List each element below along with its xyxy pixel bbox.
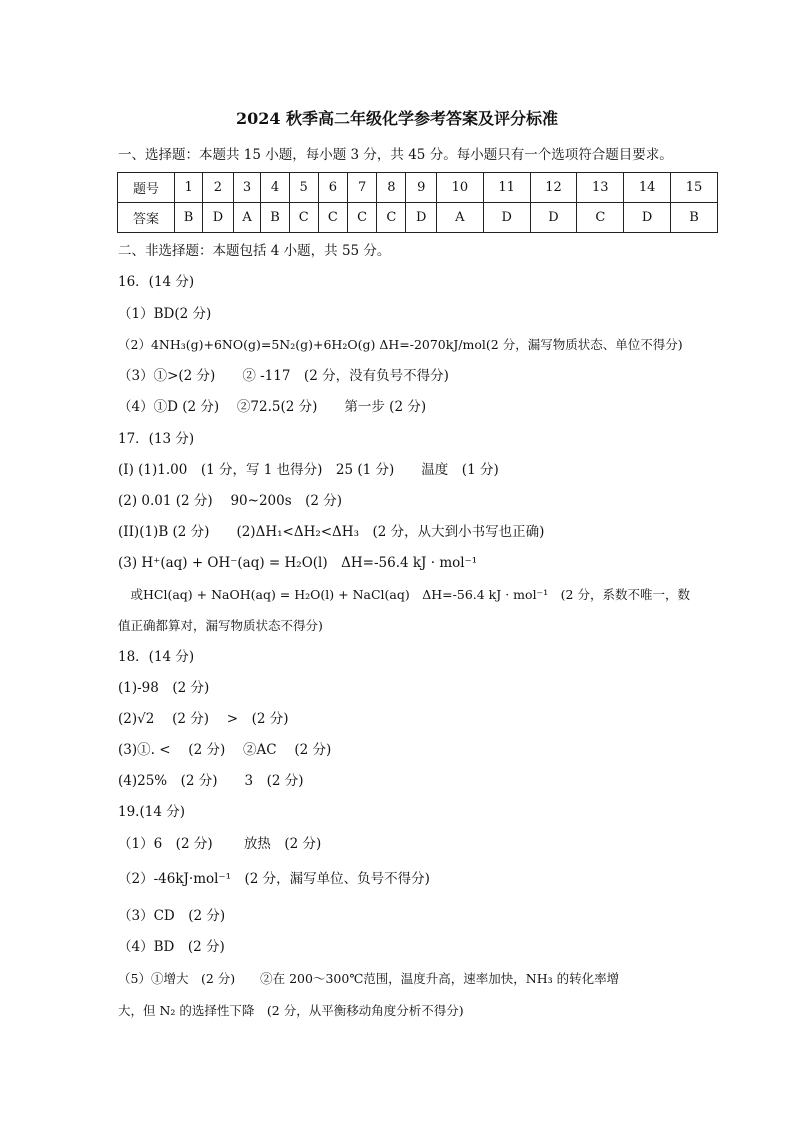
q17-part-4: (3) H⁺(aq) + OH⁻(aq) = H₂O(l) ΔH=-56.4 kJ · mol⁻¹ [118, 555, 478, 571]
table-cell: D [406, 203, 437, 233]
table-cell: 8 [377, 173, 406, 203]
q18-part-4: (4)25% (2 分) 3 (2 分) [118, 773, 304, 789]
row-label-answer: 答案 [118, 203, 175, 233]
row-label-number: 题号 [118, 173, 175, 203]
q19-part-5: （5）①增大 (2 分) ②在 200～300℃范围，温度升高，速率加快，NH₃ 的转化率增 [118, 971, 620, 986]
q17-heading: 17．(13 分) [118, 431, 195, 447]
q16-part-2: （2）4NH₃(g)+6NO(g)=5N₂(g)+6H₂O(g) ΔH=-2070kJ/mol(2 分，漏写物质状态、单位不得分) [118, 337, 683, 352]
q19-part-3: （3）CD (2 分) [118, 908, 226, 924]
q16-part-1: （1）BD(2 分) [118, 306, 212, 322]
table-cell: 1 [175, 173, 203, 203]
table-cell: 10 [436, 173, 483, 203]
table-cell: D [483, 203, 530, 233]
table-cell: 4 [261, 173, 289, 203]
q16-part-3: （3）①>(2 分) ② -117 (2 分，没有负号不得分) [118, 368, 449, 384]
q18-part-1: (1)-98 (2 分) [118, 680, 210, 696]
table-cell: 2 [203, 173, 234, 203]
q19-part-2: （2）-46kJ·mol⁻¹ (2 分，漏写单位、负号不得分) [118, 871, 430, 887]
table-cell: A [233, 203, 261, 233]
q17-part-6: 值正确都算对，漏写物质状态不得分) [118, 618, 323, 633]
table-cell: B [671, 203, 718, 233]
table-cell: C [348, 203, 377, 233]
table-cell: D [203, 203, 234, 233]
q18-part-2: (2)√2 (2 分) > (2 分) [118, 711, 289, 727]
table-cell: C [577, 203, 624, 233]
section-2-heading: 二、非选择题：本题包括 4 小题，共 55 分。 [118, 243, 391, 259]
section-1-heading: 一、选择题：本题共 15 小题，每小题 3 分，共 45 分。每小题只有一个选项符合题目要求。 [118, 147, 673, 163]
table-cell: D [624, 203, 671, 233]
q17-part-5: 或HCl(aq) + NaOH(aq) = H₂O(l) + NaCl(aq) ΔH=-56.4 kJ · mol⁻¹ (2 分，系数不唯一，数 [118, 587, 690, 602]
table-cell: B [175, 203, 203, 233]
q18-heading: 18．(14 分) [118, 649, 195, 665]
table-cell: 9 [406, 173, 437, 203]
table-cell: C [377, 203, 406, 233]
q16-heading: 16．(14 分) [118, 274, 195, 290]
q19-part-6: 大，但 N₂ 的选择性下降 (2 分，从平衡移动角度分析不得分) [118, 1003, 464, 1018]
page-title: 2024 秋季高二年级化学参考答案及评分标准 [235, 109, 559, 128]
table-cell: 7 [348, 173, 377, 203]
table-cell: 14 [624, 173, 671, 203]
table-cell: C [318, 203, 347, 233]
table-cell: 13 [577, 173, 624, 203]
q19-heading: 19.(14 分) [118, 804, 185, 820]
table-cell: 11 [483, 173, 530, 203]
table-cell: A [436, 203, 483, 233]
q16-part-4: （4）①D (2 分) ②72.5(2 分) 第一步 (2 分) [118, 399, 427, 415]
q19-part-1: （1）6 (2 分) 放热 (2 分) [118, 836, 322, 852]
q17-part-1: (I) (1)1.00 (1 分，写 1 也得分) 25 (1 分) 温度 (1 分) [118, 462, 499, 478]
answer-table [117, 172, 718, 233]
table-cell: 5 [289, 173, 318, 203]
q19-part-4: （4）BD (2 分) [118, 939, 225, 955]
table-cell: C [289, 203, 318, 233]
q17-part-2: (2) 0.01 (2 分) 90~200s (2 分) [118, 493, 343, 509]
table-cell: 12 [530, 173, 577, 203]
table-cell: D [530, 203, 577, 233]
q17-part-3: (II)(1)B (2 分) (2)ΔH₁<ΔH₂<ΔH₃ (2 分，从大到小书写也正确) [118, 524, 545, 540]
table-cell: B [261, 203, 289, 233]
answer-row [118, 203, 718, 233]
table-cell: 3 [233, 173, 261, 203]
q18-part-3: (3)①. < (2 分) ②AC (2 分) [118, 742, 332, 758]
question-number-row [118, 173, 718, 203]
table-cell: 6 [318, 173, 347, 203]
table-cell: 15 [671, 173, 718, 203]
